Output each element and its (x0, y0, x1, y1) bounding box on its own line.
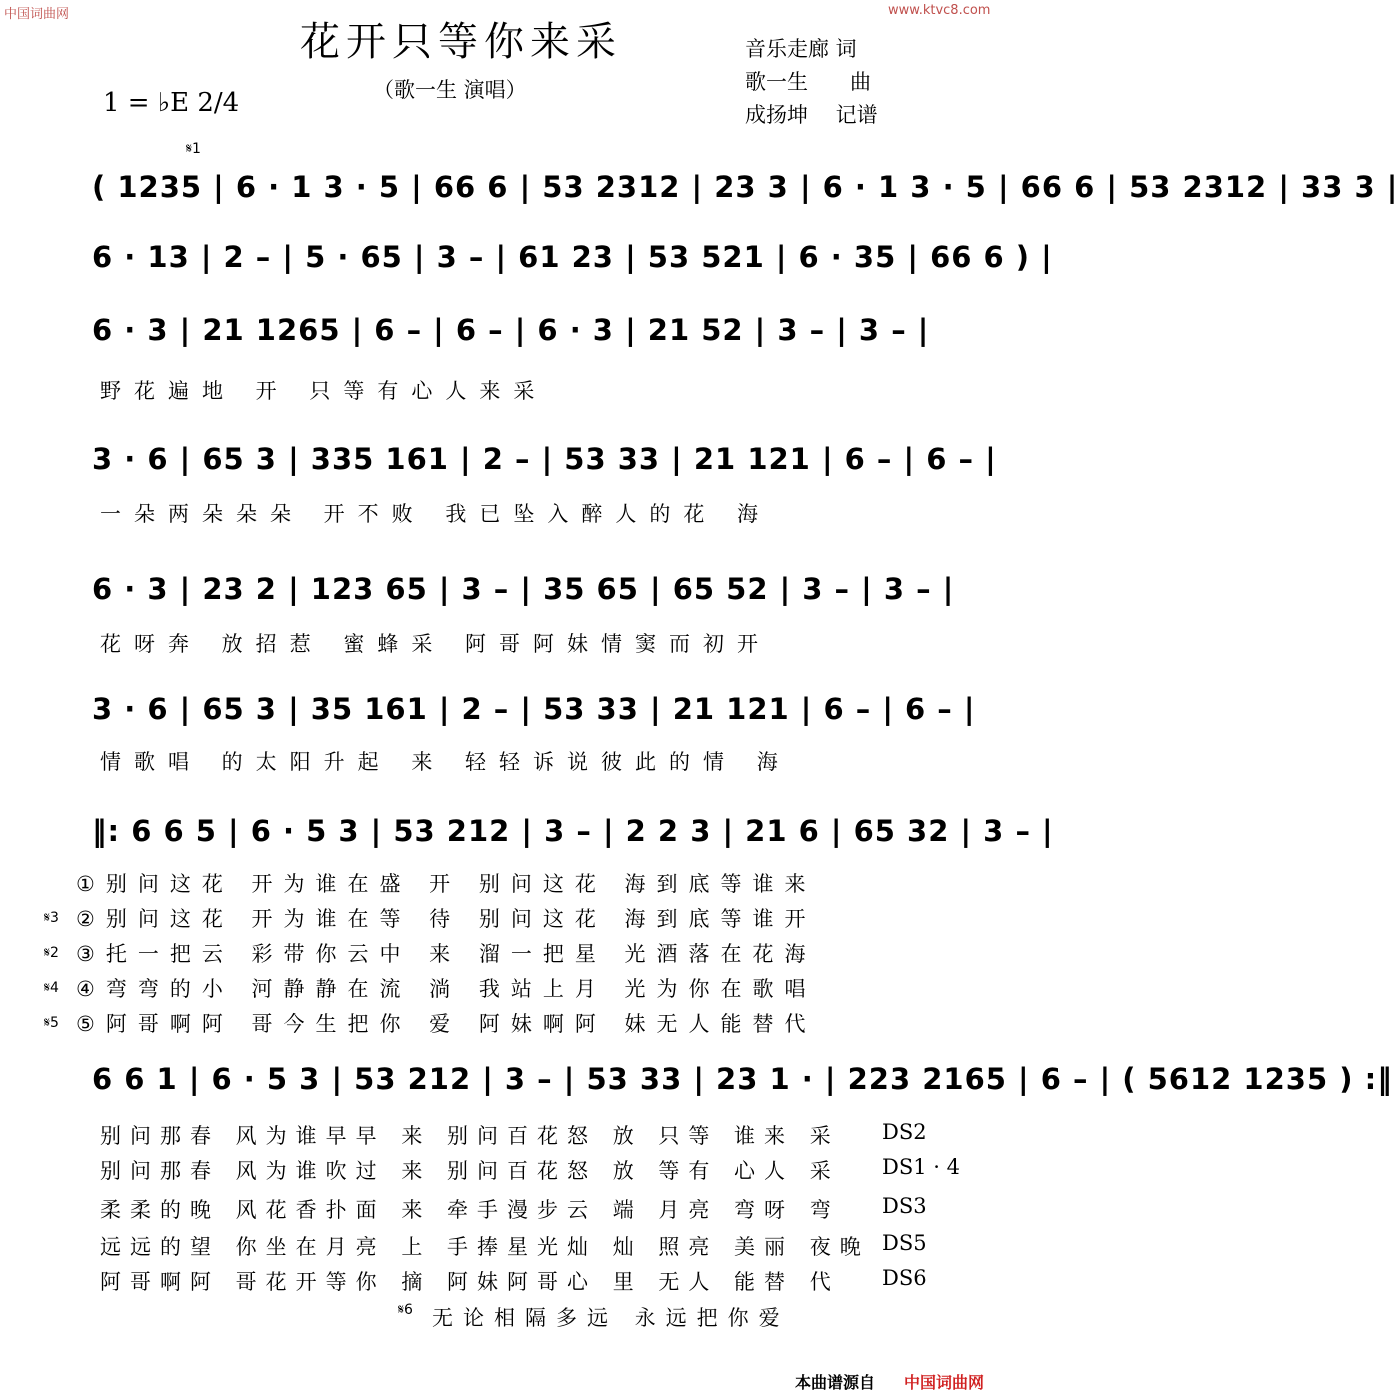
intro-line-2: 6 · 13 | 2 – | 5 · 65 | 3 – | 61 23 | 53 521 | 6 · 35 | 66 6 ) | (92, 240, 1053, 274)
segno-mark: 𝄋3 (44, 910, 59, 926)
lyricist-credit: 音乐走廊 词 (745, 37, 857, 61)
transcriber-credit: 成扬坤 记谱 (745, 103, 878, 127)
ds-marker-2: DS1 · 4 (882, 1155, 960, 1179)
melody-line-3: 6 · 3 | 23 2 | 123 65 | 3 – | 35 65 | 65 52 | 3 – | 3 – | (92, 572, 955, 606)
melody-line-6: 6 6 1 | 6 · 5 3 | 53 212 | 3 – | 53 33 | 23 1 · | 223 2165 | 6 – | ( 5612 1235 ) :‖ (92, 1062, 1393, 1096)
ds-marker-3: DS3 (882, 1194, 927, 1218)
melody-line-1: 6 · 3 | 21 1265 | 6 – | 6 – | 6 · 3 | 21 52 | 3 – | 3 – | (92, 313, 930, 347)
verse-line-1: ①别问这花 开为谁在盛 开 别问这花 海到底等谁来 (76, 872, 817, 896)
footer-source: 本曲谱源自 (795, 1373, 876, 1392)
lyric-line-3: 花呀奔 放招惹 蜜蜂采 阿哥阿妹情窦而初开 (100, 632, 772, 656)
melody-line-5: ‖: 6 6 5 | 6 · 5 3 | 53 212 | 3 – | 2 2 3 | 21 6 | 65 32 | 3 – | (92, 814, 1054, 848)
ending-line-3: 柔柔的晚 风花香扑面 来 牵手漫步云 端 月亮 弯呀 弯 (100, 1198, 840, 1222)
site-name-left: 中国词曲网 (4, 7, 70, 22)
ds-marker-4: DS5 (882, 1231, 927, 1255)
ending-line-4: 远远的望 你坐在月亮 上 手捧星光灿 灿 照亮 美丽 夜晚 (100, 1235, 870, 1259)
ds-marker-5: DS6 (882, 1266, 927, 1290)
verse-line-3: ③托一把云 彩带你云中 来 溜一把星 光酒落在花海 (76, 942, 817, 966)
lyric-line-1: 野花遍地 开 只等有心人来采 (100, 379, 548, 403)
ds-marker-1: DS2 (882, 1120, 927, 1144)
coda-line: 无论相隔多远 永远把你爱 (432, 1306, 790, 1330)
lyric-line-4: 情歌唱 的太阳升起 来 轻轻诉说彼此的情 海 (100, 750, 791, 774)
composer-credit: 歌一生 曲 (745, 70, 871, 94)
footer-site: 中国词曲网 (904, 1373, 985, 1392)
segno-mark: 𝄋6 (398, 1302, 413, 1318)
melody-line-4: 3 · 6 | 65 3 | 35 161 | 2 – | 53 33 | 21 121 | 6 – | 6 – | (92, 692, 976, 726)
ending-line-1: 别问那春 风为谁早早 来 别问百花怒 放 只等 谁来 采 (100, 1124, 840, 1148)
melody-line-2: 3 · 6 | 65 3 | 335 161 | 2 – | 53 33 | 21 121 | 6 – | 6 – | (92, 442, 997, 476)
ending-line-2: 别问那春 风为谁吹过 来 别问百花怒 放 等有 心人 采 (100, 1159, 840, 1183)
segno-mark: 𝄋4 (44, 980, 59, 996)
segno-mark: 𝄋2 (44, 945, 59, 961)
site-url-right: www.ktvc8.com (888, 3, 991, 18)
song-subtitle: （歌一生 演唱） (373, 78, 527, 102)
intro-line-1: ( 1235 | 6 · 1 3 · 5 | 66 6 | 53 2312 | 23 3 | 6 · 1 3 · 5 | 66 6 | 53 2312 | 33 3 | (92, 170, 1398, 204)
verse-line-4: ④弯弯的小 河静静在流 淌 我站上月 光为你在歌唱 (76, 977, 817, 1001)
verse-line-2: ②别问这花 开为谁在等 待 别问这花 海到底等谁开 (76, 907, 817, 931)
lyric-line-2: 一朵两朵朵朵 开不败 我已坠入醉人的花 海 (100, 502, 772, 526)
key-signature: 1 = ♭E 2/4 (103, 88, 240, 118)
song-title: 花开只等你来采 (300, 19, 622, 65)
verse-line-5: ⑤阿哥啊阿 哥今生把你 爱 阿妹啊阿 妹无人能替代 (76, 1012, 817, 1036)
ending-line-5: 阿哥啊阿 哥花开等你 摘 阿妹阿哥心 里 无人 能替 代 (100, 1270, 840, 1294)
segno-mark: 𝄋1 (186, 141, 201, 157)
segno-mark: 𝄋5 (44, 1015, 59, 1031)
